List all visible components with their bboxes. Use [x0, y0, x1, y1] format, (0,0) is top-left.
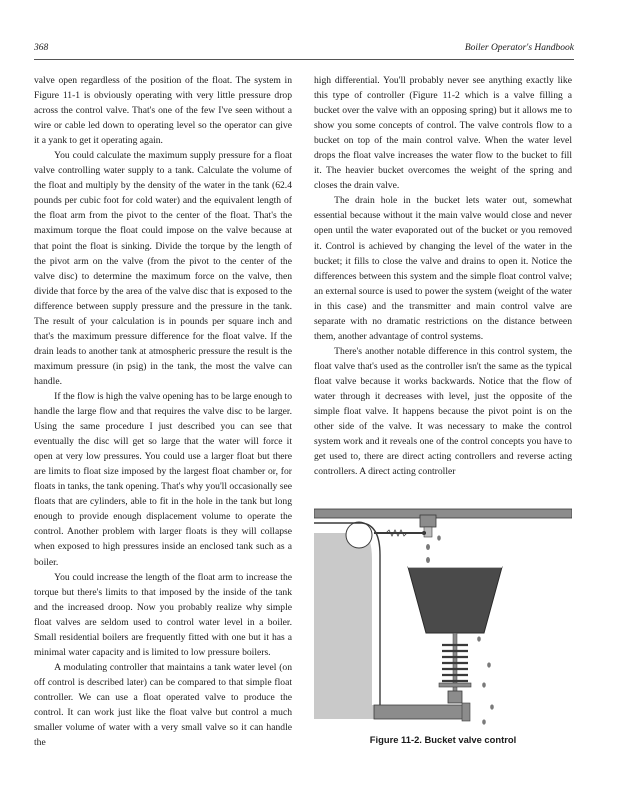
bucket [408, 567, 502, 633]
paragraph: The drain hole in the bucket lets water out, somewhat essential because without it the main valve would close and never open until the water evaporated out of the bucket or you removed it. Control is achieved by changing the level of the water in the bucket; it fills to close the valve and drains to open it. Notice the differences between this system and the simple float control valve; an external source is used to power the system (weight of the water in this case) and the transmitter and main control valve are separate with no dramatic restrictions on the distance between them, another advantage of control systems. [314, 195, 572, 342]
float-ball [346, 522, 372, 548]
left-text-column [34, 73, 292, 750]
page-number: 368 [34, 43, 49, 53]
opposing-spring [442, 645, 468, 681]
page-header [34, 43, 574, 57]
pivot-point [422, 531, 426, 535]
drain-outlet [462, 703, 470, 721]
supply-pipe [314, 509, 572, 518]
paragraph: valve open regardless of the position of the float. The system in Figure 11-1 is obviously operating with very little pressure drop across the control valve. That's one of the few I've seen without a wire or cable led down to operating level so the operator can give it a yank to get it operating again. [34, 75, 292, 147]
drain-pipe [374, 705, 464, 719]
paragraph: high differential. You'll probably never see anything exactly like this type of controller (Figure 11-2 which is a valve filling a bucket over the valve with an opposing spring) but it allows me to show you some concepts of control. The valve controls flow to a bucket on top of the main control valve. When the water level drops the float valve increases the water flow to the bucket to fill it. The heavier bucket overcomes the weight of the spring and closes the drain valve. [314, 75, 572, 192]
paragraph: If the flow is high the valve opening has to be large enough to handle the large flow and that requires the valve disc to be larger. Using the same procedure I just described you can see that eventually the disc will get so large that the water will force it open at very low pressures. You could use a larger float but there are limits to float size imposed by the largest float chamber or, for floats in tanks, the tank opening. That's why you'll occasionally see floats that are cylinders, able to fit in the hole in the tank but long enough to provide enough displacement volume to operate the control. Another problem with larger floats is they will collapse when exposed to high pressures inside an enclosed tank such as a boiler. [34, 390, 292, 568]
spring-seat [439, 683, 471, 687]
float-valve-body [420, 515, 436, 527]
figure-caption: Figure 11-2. Bucket valve control [369, 734, 517, 745]
paragraph: There's another notable difference in this control system, the float valve that's used as the controller isn't the same as the typical float valve because it works backwards. Notice that the flow of water through it decreases with level, just the opposite of the simple float valve. It happens because the pivot point is on the other side of the valve. It was necessary to make the control system work and it reveals one of the control concepts you have to get used to, there are direct acting controllers and reverse acting controllers. A direct acting controller [314, 345, 572, 478]
main-valve-body [448, 691, 462, 703]
running-title: Boiler Operator's Handbook [464, 43, 574, 53]
bucket-valve-diagram [314, 505, 572, 731]
paragraph: You could calculate the maximum supply pressure for a float valve controlling water supply to a tank. Calculate the volume of the float and multiply by the density of the water in the tank (62.4 pounds per cubic foot for cold water) and the equivalent length of the float arm from the pivot to the center of the float. That's the maximum torque the float could impose on the valve because at that point the float is sinking. Divide the torque by the length of the pivot arm on the valve (from the pivot to the center of the valve disc) to determine the maximum force on the valve, then divide that force by the area of the valve disc that is exposed to the difference between supply pressure and the pressure in the tank. The result of your calculation is in pounds per square inch and that's the maximum pressure difference for the float valve. If the drain leads to another tank at atmospheric pressure the result is the maximum pressure (in psig) in the tank, the most the valve can handle. [34, 150, 292, 387]
bucket-valve-figure [314, 505, 572, 731]
paragraph: A modulating controller that maintains a tank water level (on off control is described later) can be compared to that simple float controller. We can use a float operated valve to produce the control. It can work just like the float valve but control a much smaller volume of water with a very small valve so it can handle the [34, 661, 292, 749]
right-text-column [314, 73, 572, 479]
paragraph: You could increase the length of the float arm to increase the torque but there's limits to that imposed by the inside of the tank and the increased droop. Now you probably realize why simple float valves are seldom used to control water level in a boiler. Small residential boilers are frequently fitted with one but it has a minimal water capacity and is limited to low pressure boilers. [34, 571, 292, 658]
header-rule [34, 59, 574, 60]
